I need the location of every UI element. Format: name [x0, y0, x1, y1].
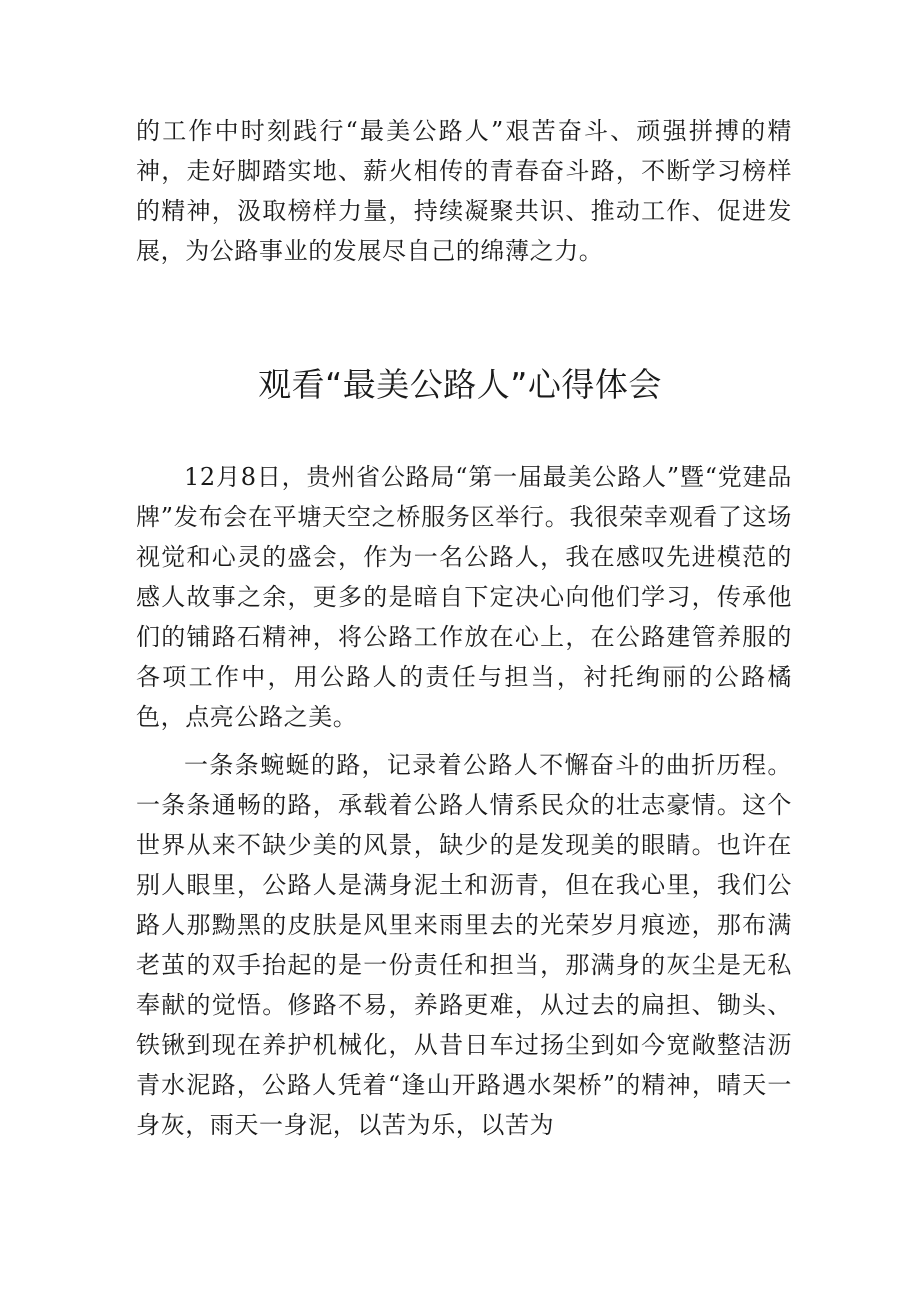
continuation-paragraph: 的工作中时刻践行“最美公路人”艰苦奋斗、顽强拼搏的精神，走好脚踏实地、薪火相传的青春奋斗路，不断学习榜样的精神，汲取榜样力量，持续凝聚共识、推动工作、促进发展，为公路事业的发展尽自己的绵薄之力。	[136, 117, 792, 265]
body-paragraph-1: 12月8日，贵州省公路局“第一届最美公路人”暨“党建品牌”发布会在平塘天空之桥服务区举行。我很荣幸观看了这场视觉和心灵的盛会，作为一名公路人，我在感叹先进模范的感人故事之余，更多的是暗自下定决心向他们学习，传承他们的铺路石精神，将公路工作放在心上，在公路建管养服的各项工作中，用公路人的责任与担当，衬托绚丽的公路橘色，点亮公路之美。	[136, 463, 792, 731]
body-paragraph-2: 一条条蜿蜒的路，记录着公路人不懈奋斗的曲折历程。一条条通畅的路，承载着公路人情系民众的壮志豪情。这个世界从来不缺少美的风景，缺少的是发现美的眼睛。也许在别人眼里，公路人是满身泥土和沥青，但在我心里，我们公路人那黝黑的皮肤是风里来雨里去的光荣岁月痕迹，那布满老茧的双手抬起的是一份责任和担当，那满身的灰尘是无私奉献的觉悟。修路不易，养路更难，从过去的扁担、锄头、铁锹到现在养护机械化，从昔日车过扬尘到如今宽敞整洁沥青水泥路，公路人凭着“逢山开路遇水架桥”的精神，晴天一身灰，雨天一身泥，以苦为乐，以苦为	[136, 751, 792, 1139]
page-title: 观看“最美公路人”心得体会	[258, 365, 662, 404]
